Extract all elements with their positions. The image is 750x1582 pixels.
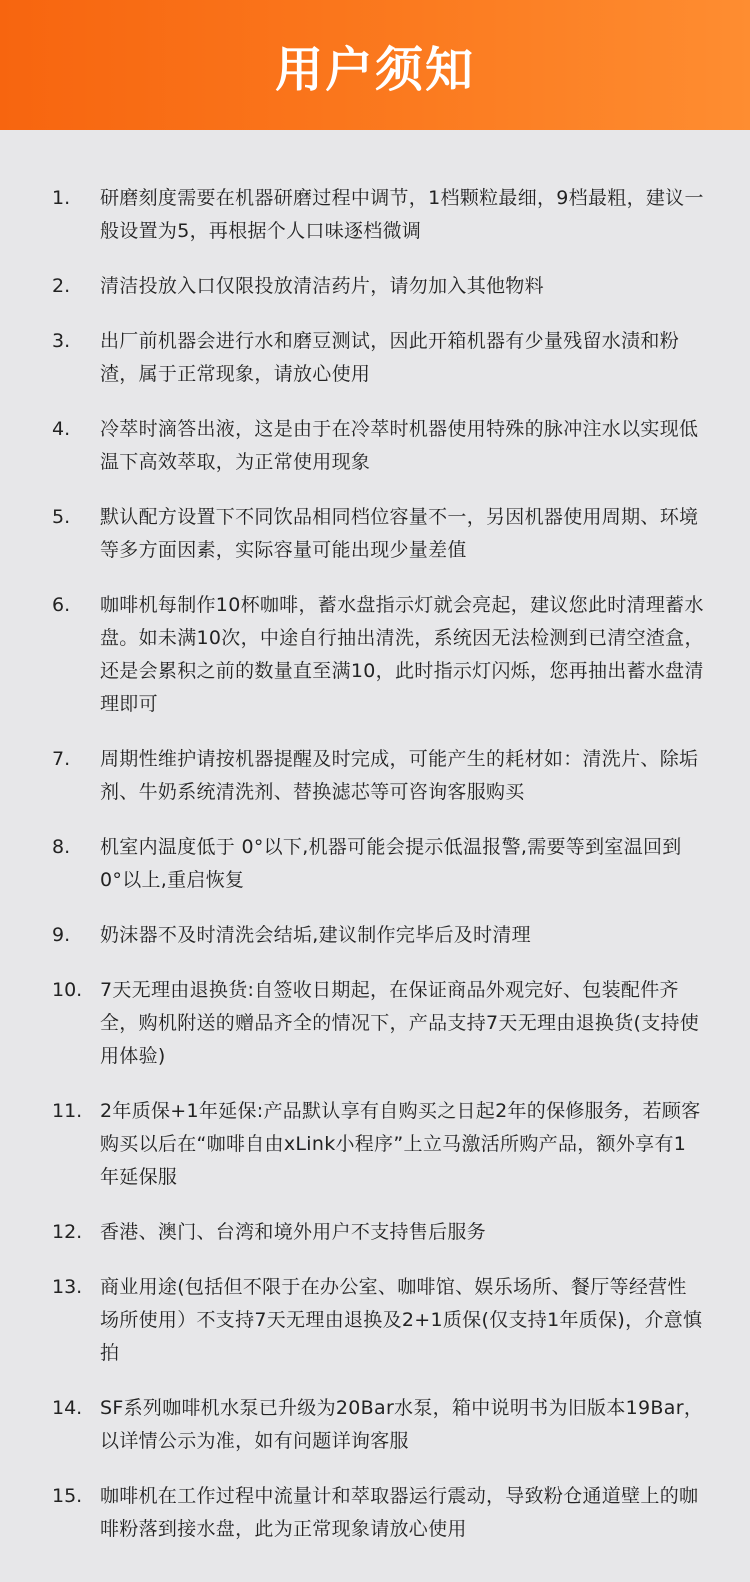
notice-number: 9.: [52, 924, 71, 946]
notice-text: 香港、澳门、台湾和境外用户不支持售后服务: [100, 1221, 487, 1243]
notice-item: [52, 270, 705, 303]
notice-number: 13.: [52, 1276, 83, 1298]
notice-text: 奶沫器不及时清洗会结垢,建议制作完毕后及时清理: [100, 924, 531, 946]
notice-text: 7天无理由退换货:自签收日期起，在保证商品外观完好、包装配件齐全，购机附送的赠品齐全的情况下，产品支持7天无理由退换货(支持使用体验): [100, 979, 700, 1067]
notice-number: 7.: [52, 748, 71, 770]
notice-list: [0, 130, 750, 1546]
notice-number: 15.: [52, 1485, 83, 1507]
notice-text: SF系列咖啡机水泵已升级为20Bar水泵，箱中说明书为旧版本19Bar，以详情公示为准，如有问题详询客服: [100, 1397, 704, 1452]
notice-number: 1.: [52, 187, 71, 209]
notice-text: 周期性维护请按机器提醒及时完成，可能产生的耗材如：清洗片、除垢剂、牛奶系统清洗剂、替换滤芯等可咨询客服购买: [100, 748, 699, 803]
notice-number: 10.: [52, 979, 83, 1001]
notice-item: [52, 919, 705, 952]
notice-item: [52, 413, 705, 479]
notice-text: 2年质保+1年延保:产品默认享有自购买之日起2年的保修服务，若顾客购买以后在“咖啡自由xLink小程序”上立马激活所购产品，额外享有1年延保服: [100, 1100, 701, 1188]
header-banner: [0, 0, 750, 130]
notice-text: 商业用途(包括但不限于在办公室、咖啡馆、娱乐场所、餐厅等经营性场所使用）不支持7天无理由退换及2+1质保(仅支持1年质保)，介意慎拍: [100, 1276, 703, 1364]
notice-item: [52, 182, 705, 248]
notice-number: 2.: [52, 275, 71, 297]
notice-item: [52, 501, 705, 567]
notice-number: 8.: [52, 836, 71, 858]
notice-item: [52, 743, 705, 809]
notice-item: [52, 831, 705, 897]
notice-number: 3.: [52, 330, 71, 352]
notice-text: 咖啡机在工作过程中流量计和萃取器运行震动，导致粉仓通道壁上的咖啡粉落到接水盘，此为正常现象请放心使用: [100, 1485, 699, 1540]
notice-number: 11.: [52, 1100, 83, 1122]
notice-item: [52, 1095, 705, 1194]
notice-item: [52, 1271, 705, 1370]
page-title: 用户须知: [274, 41, 475, 98]
notice-number: 6.: [52, 594, 71, 616]
notice-item: [52, 589, 705, 721]
notice-text: 冷萃时滴答出液，这是由于在冷萃时机器使用特殊的脉冲注水以实现低温下高效萃取，为正常使用现象: [100, 418, 699, 473]
notice-text: 研磨刻度需要在机器研磨过程中调节，1档颗粒最细，9档最粗，建议一般设置为5，再根据个人口味逐档微调: [100, 187, 704, 242]
notice-item: [52, 325, 705, 391]
notice-number: 14.: [52, 1397, 83, 1419]
notice-item: [52, 974, 705, 1073]
notice-number: 12.: [52, 1221, 83, 1243]
notice-item: [52, 1392, 705, 1458]
notice-text: 清洁投放入口仅限投放清洁药片，请勿加入其他物料: [100, 275, 544, 297]
notice-number: 5.: [52, 506, 71, 528]
notice-text: 出厂前机器会进行水和磨豆测试，因此开箱机器有少量残留水渍和粉渣，属于正常现象，请放心使用: [100, 330, 680, 385]
notice-text: 默认配方设置下不同饮品相同档位容量不一，另因机器使用周期、环境等多方面因素，实际容量可能出现少量差值: [100, 506, 699, 561]
notice-item: [52, 1216, 705, 1249]
notice-number: 4.: [52, 418, 71, 440]
notice-text: 咖啡机每制作10杯咖啡，蓄水盘指示灯就会亮起，建议您此时清理蓄水盘。如未满10次，中途自行抽出清洗，系统因无法检测到已清空渣盒，还是会累积之前的数量直至满10，此时指示灯闪烁，您再抽出蓄水盘清理即可: [100, 594, 704, 715]
notice-item: [52, 1480, 705, 1546]
notice-text: 机室内温度低于 0°以下,机器可能会提示低温报警,需要等到室温回到 0°以上,重启恢复: [100, 836, 682, 891]
